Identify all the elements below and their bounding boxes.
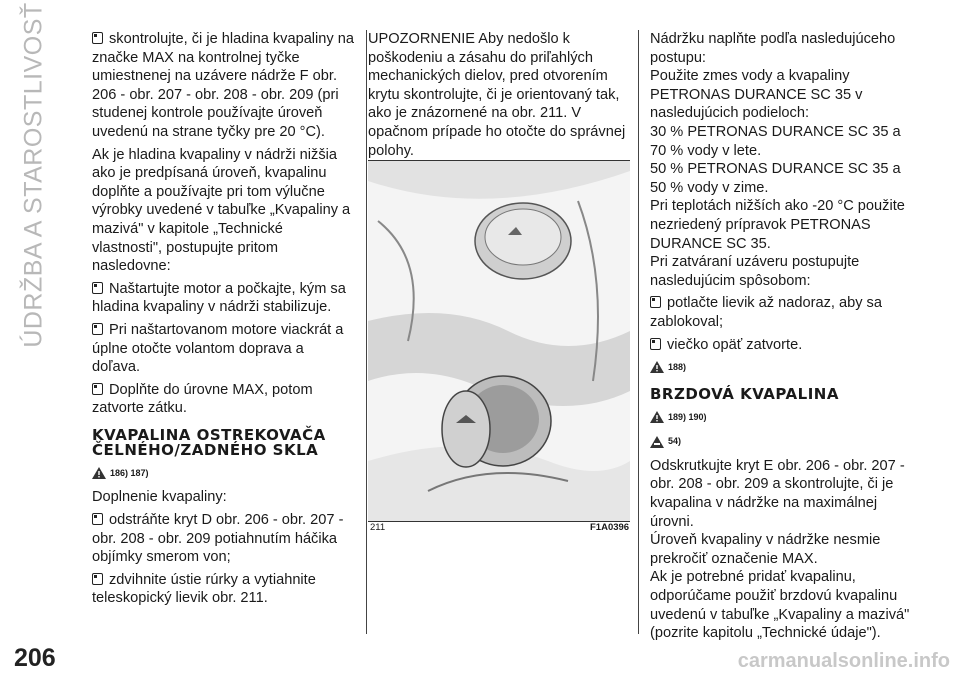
bullet-icon	[92, 513, 103, 525]
column-divider	[638, 30, 639, 634]
bullet-icon	[92, 323, 103, 335]
bullet-item: Naštartujte motor a počkajte, kým sa hladina kvapaliny v nádrži stabilizuje.	[92, 280, 346, 316]
paragraph: Ak je potrebné pridať kvapalinu, odporúčame použiť brzdovú kvapalinu uvedenú v tabuľke „Kvapaliny a mazivá" (pozrite kapitolu „Technické údaje").	[650, 569, 910, 642]
figure-code: F1A0396	[590, 522, 630, 533]
caution-triangle-icon	[650, 436, 664, 448]
bullet-icon	[92, 32, 103, 44]
section-heading: KVAPALINA OSTREKOVAČA ČELNÉHO/ZADNÉHO SKLA	[92, 425, 326, 459]
bullet-item: odstráňte kryt D obr. 206 - obr. 207 - obr. 208 - obr. 209 potiahnutím háčika objímky smerom von;	[92, 512, 344, 566]
section-heading: BRZDOVÁ KVAPALINA	[650, 384, 839, 403]
side-chapter-title: ÚDRŽBA A STAROSTLIVOSŤ	[19, 2, 48, 348]
bullet-icon	[650, 296, 661, 308]
warning-reference: 186) 187)	[92, 464, 354, 483]
paragraph: Odskrutkujte kryt E obr. 206 - obr. 207 - obr. 208 - obr. 209 a skontrolujte, či je kvapalina v nádržke na maximálnej úrovni.	[650, 457, 905, 530]
bullet-item: potlačte lievik až nadoraz, aby sa zablokoval;	[650, 295, 882, 330]
column-1	[92, 30, 354, 612]
washer-reservoir-illustration	[368, 161, 630, 521]
paragraph: Pri zatváraní uzáveru postupujte nasledujúcim spôsobom:	[650, 254, 860, 289]
paragraph: Použite zmes vody a kvapaliny PETRONAS DURANCE SC 35 v nasledujúcich podieloch:	[650, 68, 863, 122]
caution-reference: 54)	[650, 432, 910, 451]
warning-triangle-icon	[650, 411, 664, 423]
bullet-item: zdvihnite ústie rúrky a vytiahnite teleskopický lievik obr. 211.	[92, 571, 316, 607]
bullet-icon	[92, 282, 103, 294]
column-2	[368, 30, 630, 164]
warning-triangle-icon	[650, 361, 664, 373]
page-number: 206	[14, 644, 56, 672]
bullet-icon	[92, 573, 103, 585]
warning-note: UPOZORNENIE Aby nedošlo k poškodeniu a zásahu do priľahlých mechanických dielov, pred otvorením krytu skontrolujte, či je orientovaný tak, ako je znázornené na obr. 211. V opačnom prípade ho otočte do správnej polohy.	[368, 31, 626, 159]
bullet-icon	[92, 383, 103, 395]
warning-triangle-icon	[92, 467, 106, 479]
bullet-item: Pri naštartovanom motore viackrát a úplne otočte volantom doprava a doľava.	[92, 321, 344, 376]
column-3	[650, 30, 910, 643]
column-divider	[366, 30, 367, 634]
bullet-icon	[650, 338, 661, 350]
figure-number: 211	[370, 522, 386, 533]
figure-211	[368, 160, 630, 522]
paragraph: 30 % PETRONAS DURANCE SC 35 a 70 % vody v lete.	[650, 123, 901, 159]
warning-reference: 189) 190)	[650, 408, 910, 427]
paragraph: Nádržku naplňte podľa nasledujúceho postupu:	[650, 31, 896, 66]
paragraph: Pri teplotách nižších ako -20 °C použite nezriedený prípravok PETRONAS DURANCE SC 35.	[650, 198, 905, 252]
paragraph: Úroveň kvapaliny v nádržke nesmie prekročiť označenie MAX.	[650, 532, 881, 567]
bullet-item: skontrolujte, či je hladina kvapaliny na značke MAX na kontrolnej tyčke umiestnenej na uzávere nádrže F obr. 206 - obr. 207 - obr. 208 - obr. 209 (pri studenej kontrole používajte úroveň uvedenú na strane tyčky pre 20 °C).	[92, 31, 354, 140]
paragraph: Doplnenie kvapaliny:	[92, 489, 227, 506]
paragraph: Ak je hladina kvapaliny v nádrži nižšia ako je predpísaná úroveň, kvapalinu doplňte a používajte pri tom výlučne výrobky uvedené v tabuľke „Kvapaliny a mazivá" v kapitole „Technické vlastnosti", postupujte pritom nasledovne:	[92, 146, 351, 275]
warning-reference: 188)	[650, 358, 910, 377]
bullet-item: viečko opäť zatvorte.	[650, 336, 910, 355]
watermark: carmanualsonline.info	[737, 650, 950, 672]
bullet-item: Doplňte do úrovne MAX, potom zatvorte zátku.	[92, 381, 313, 417]
paragraph: 50 % PETRONAS DURANCE SC 35 a 50 % vody v zime.	[650, 161, 901, 196]
